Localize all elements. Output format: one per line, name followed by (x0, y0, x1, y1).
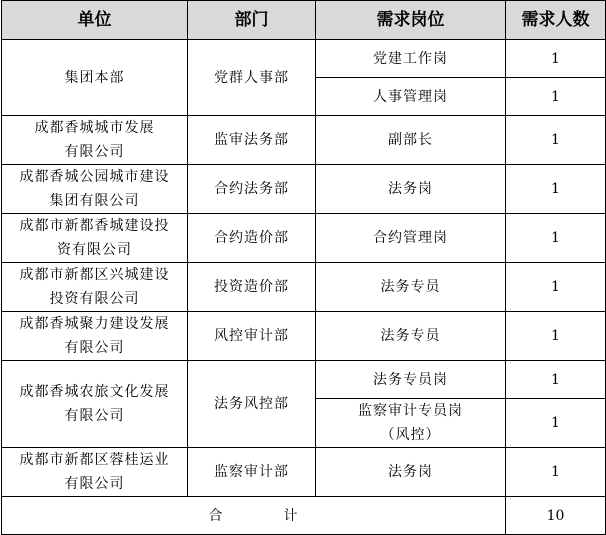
table-row (2, 214, 606, 263)
department-cell: 风控审计部 (188, 312, 316, 361)
position-cell (316, 263, 506, 312)
count-cell: 1 (506, 361, 606, 399)
unit-cell (2, 361, 188, 448)
position-line: 党建工作岗 (373, 50, 448, 67)
position-line: 副部长 (388, 132, 433, 148)
position-line: 法务专员岗 (373, 371, 448, 388)
count-cell: 1 (506, 263, 606, 312)
position-cell (316, 448, 506, 497)
department-cell: 合约造价部 (188, 214, 316, 263)
unit-line: 有限公司 (64, 476, 125, 492)
department-cell: 法务风控部 (188, 361, 316, 448)
unit-line: 成都市新都区兴城建设 (19, 267, 170, 283)
count-cell: 1 (506, 448, 606, 497)
recruitment-table (1, 0, 606, 535)
position-line: 监察审计专员岗 (358, 403, 463, 419)
count-cell: 1 (506, 165, 606, 214)
department-cell: 合约法务部 (188, 165, 316, 214)
unit-cell (2, 263, 188, 312)
count-cell: 1 (506, 78, 606, 116)
table-row (2, 448, 606, 497)
header-unit: 单位 (2, 1, 188, 40)
count-cell: 1 (506, 40, 606, 78)
position-cell (316, 78, 506, 116)
position-cell (316, 165, 506, 214)
table-row (2, 263, 606, 312)
unit-line: 有限公司 (64, 408, 125, 424)
position-cell (316, 399, 506, 448)
header-count: 需求人数 (506, 1, 606, 40)
unit-cell (2, 165, 188, 214)
unit-line: 成都香城城市发展 (34, 120, 155, 136)
position-line: 法务岗 (388, 464, 433, 480)
total-count: 10 (506, 497, 606, 535)
unit-line: 成都香城聚力建设发展 (19, 316, 170, 332)
department-cell: 监察审计部 (188, 448, 316, 497)
count-cell: 1 (506, 214, 606, 263)
position-cell (316, 214, 506, 263)
header-department: 部门 (188, 1, 316, 40)
unit-line: 有限公司 (64, 144, 125, 160)
unit-cell (2, 312, 188, 361)
table-row (2, 312, 606, 361)
position-line: 法务专员 (380, 328, 441, 344)
position-cell (316, 361, 506, 399)
unit-line: 成都市新都区蓉桂运业 (19, 452, 170, 468)
table-row (2, 361, 606, 399)
total-row (2, 497, 606, 535)
count-cell: 1 (506, 116, 606, 165)
position-line: 法务岗 (388, 181, 433, 197)
table-row (2, 40, 606, 78)
table-body (2, 40, 606, 497)
unit-line: 成都香城农旅文化发展 (19, 384, 170, 400)
count-cell: 1 (506, 312, 606, 361)
unit-line: 资有限公司 (57, 242, 132, 258)
position-cell (316, 312, 506, 361)
table-row (2, 116, 606, 165)
department-cell: 党群人事部 (188, 40, 316, 116)
unit-line: 投资有限公司 (49, 291, 140, 307)
department-cell: 投资造价部 (188, 263, 316, 312)
unit-cell (2, 448, 188, 497)
unit-line: 成都市新都香城建设投 (19, 218, 170, 234)
position-line: 人事管理岗 (373, 88, 448, 105)
unit-cell (2, 116, 188, 165)
unit-cell (2, 214, 188, 263)
unit-cell (2, 40, 188, 116)
position-line: （风控） (380, 427, 441, 443)
header-position: 需求岗位 (316, 1, 506, 40)
count-cell: 1 (506, 399, 606, 448)
table-row (2, 165, 606, 214)
unit-line: 有限公司 (64, 340, 125, 356)
position-cell (316, 40, 506, 78)
total-label: 合 计 (2, 497, 506, 535)
department-cell: 监审法务部 (188, 116, 316, 165)
position-line: 法务专员 (380, 279, 441, 295)
unit-line: 成都香城公园城市建设 (19, 169, 170, 185)
position-cell (316, 116, 506, 165)
header-row (2, 1, 606, 40)
unit-line: 集团本部 (64, 69, 125, 86)
unit-line: 集团有限公司 (49, 193, 140, 209)
position-line: 合约管理岗 (373, 230, 448, 246)
